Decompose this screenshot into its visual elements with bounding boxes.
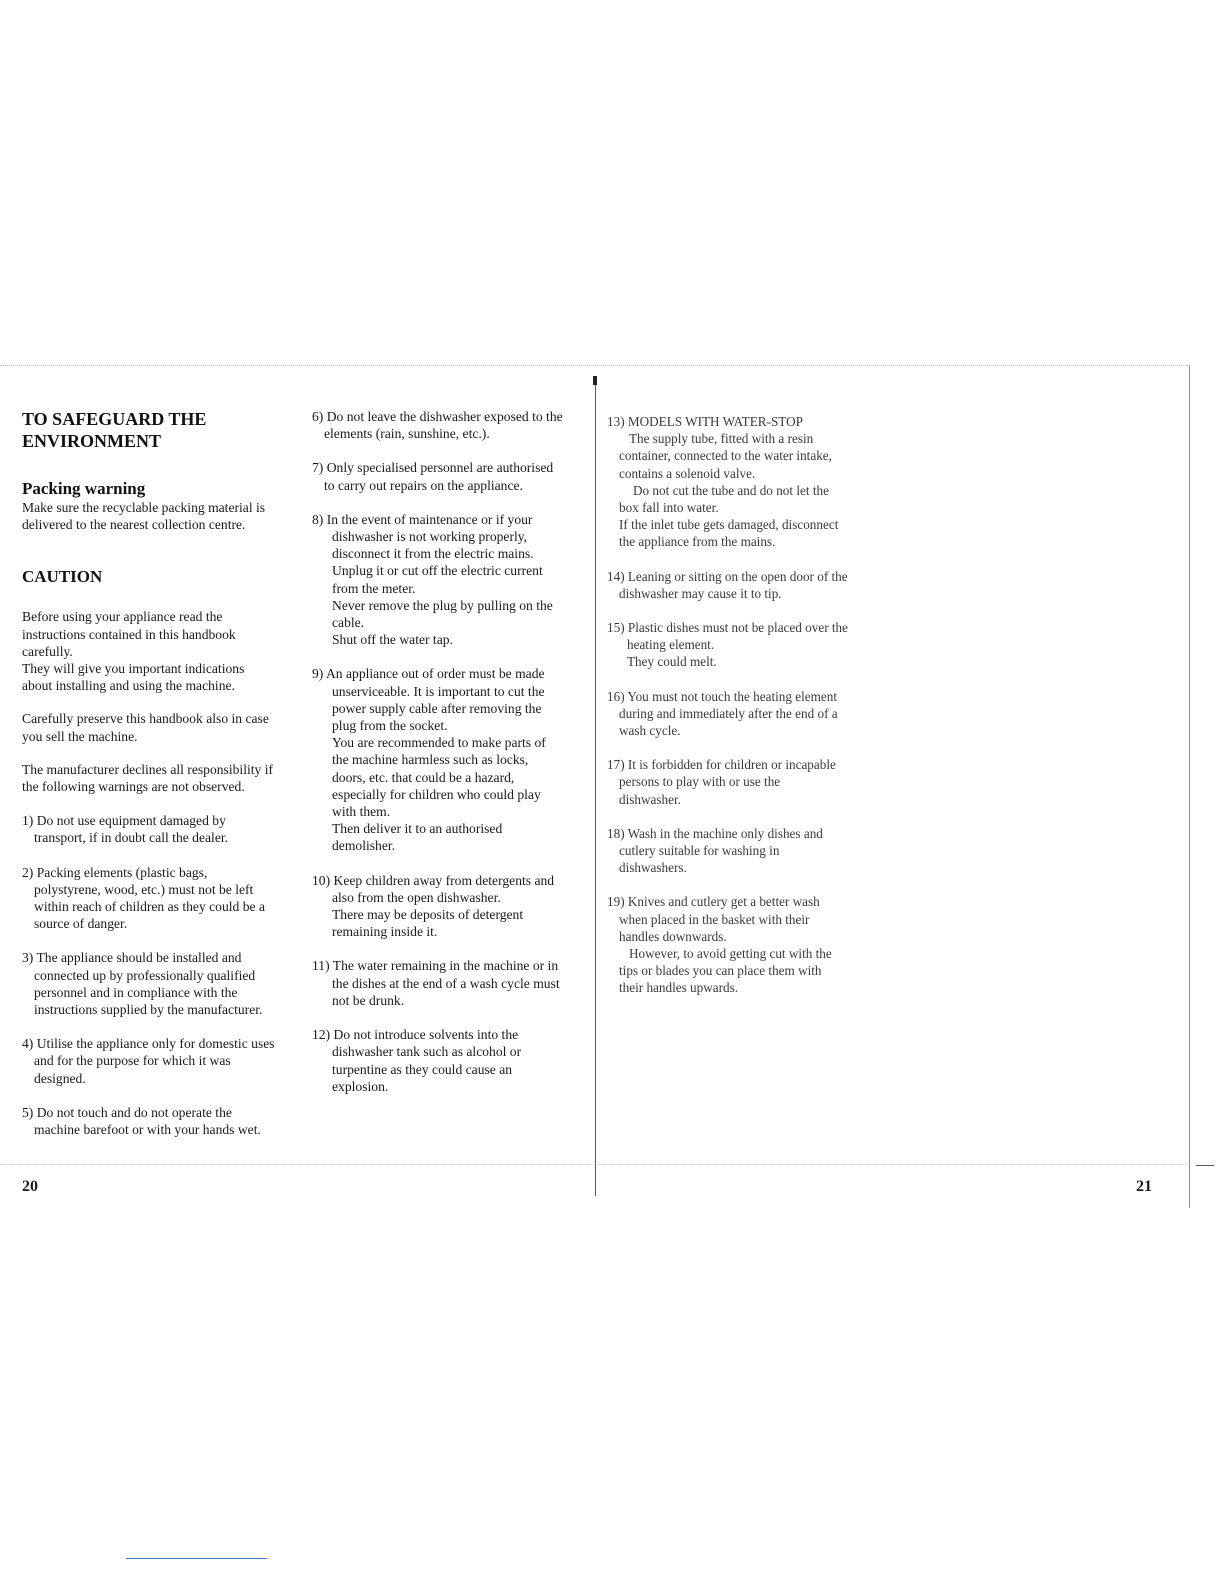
text-line: power supply cable after removing the bbox=[332, 700, 542, 716]
warning-item-16 bbox=[607, 688, 875, 740]
text-line: 4) Utilise the appliance only for domestic uses bbox=[22, 1036, 275, 1052]
text-line: unserviceable. It is important to cut the bbox=[332, 683, 545, 699]
text-line: If the inlet tube gets damaged, disconnect bbox=[619, 517, 839, 533]
text-line: persons to play with or use the bbox=[619, 774, 781, 790]
text-line: dishwasher may cause it to tip. bbox=[619, 585, 782, 601]
top-divider bbox=[0, 365, 1190, 366]
text-line: doors, etc. that could be a hazard, bbox=[332, 769, 515, 785]
text-line: 3) The appliance should be installed and bbox=[22, 950, 242, 966]
text-line: 12) Do not introduce solvents into the bbox=[312, 1027, 519, 1043]
text-line: 18) Wash in the machine only dishes and bbox=[607, 825, 823, 841]
packing-text bbox=[22, 499, 290, 533]
text-line: However, to avoid getting cut with the bbox=[629, 946, 832, 962]
text-line: They will give you important indications bbox=[22, 661, 245, 677]
warning-item-11 bbox=[312, 957, 577, 1009]
text-line: explosion. bbox=[332, 1078, 389, 1094]
warning-item-9 bbox=[312, 665, 577, 854]
text-line: not be drunk. bbox=[332, 992, 405, 1008]
text-line: 11) The water remaining in the machine or in bbox=[312, 958, 559, 974]
text-line: 9) An appliance out of order must be made bbox=[312, 666, 545, 682]
packing-heading: Packing warning bbox=[22, 479, 146, 498]
text-line: contains a solenoid valve. bbox=[619, 465, 756, 481]
footer-link-underline bbox=[126, 1558, 267, 1559]
middle-column bbox=[312, 408, 577, 1095]
text-line: plug from the socket. bbox=[332, 718, 448, 734]
text-line: with them. bbox=[332, 804, 391, 820]
warning-item-2 bbox=[22, 864, 290, 933]
left-column bbox=[22, 408, 290, 1138]
warning-item-17 bbox=[607, 756, 875, 808]
text-line: 5) Do not touch and do not operate the bbox=[22, 1104, 232, 1120]
text-line: source of danger. bbox=[34, 916, 128, 932]
text-line: The manufacturer declines all responsibility if bbox=[22, 761, 274, 777]
text-line: machine barefoot or with your hands wet. bbox=[34, 1122, 261, 1138]
text-line: Shut off the water tap. bbox=[332, 632, 453, 648]
text-line: 13) MODELS WITH WATER-STOP bbox=[607, 414, 803, 429]
section-title bbox=[22, 408, 290, 452]
text-line: connected up by professionally qualified bbox=[34, 967, 256, 983]
text-line: Never remove the plug by pulling on the bbox=[332, 597, 553, 613]
text-line: Make sure the recyclable packing material is bbox=[22, 500, 266, 515]
text-line: cable. bbox=[332, 615, 365, 631]
text-line: elements (rain, sunshine, etc.). bbox=[324, 426, 490, 442]
warning-item-5 bbox=[22, 1104, 290, 1138]
text-line: There may be deposits of detergent bbox=[332, 907, 524, 923]
text-line: box fall into water. bbox=[619, 500, 719, 516]
title-line: ENVIRONMENT bbox=[22, 431, 162, 451]
text-line: 2) Packing elements (plastic bags, bbox=[22, 864, 208, 880]
text-line: 8) In the event of maintenance or if your bbox=[312, 511, 533, 527]
text-line: disconnect it from the electric mains. bbox=[332, 546, 534, 562]
spine-mark bbox=[593, 376, 597, 385]
text-line: 1) Do not use equipment damaged by bbox=[22, 813, 226, 829]
text-line: you sell the machine. bbox=[22, 728, 138, 744]
text-line: transport, if in doubt call the dealer. bbox=[34, 830, 229, 846]
text-line: Carefully preserve this handbook also in case bbox=[22, 711, 269, 727]
warning-item-14 bbox=[607, 568, 875, 602]
text-line: polystyrene, wood, etc.) must not be left bbox=[34, 881, 254, 897]
text-line: during and immediately after the end of a bbox=[619, 705, 838, 721]
text-line: 14) Leaning or sitting on the open door of the bbox=[607, 568, 848, 584]
text-line: and for the purpose for which it was bbox=[34, 1053, 231, 1069]
text-line: within reach of children as they could be a bbox=[34, 899, 266, 915]
text-line: 16) You must not touch the heating element bbox=[607, 688, 838, 704]
caution-para-2 bbox=[22, 710, 290, 744]
text-line: 7) Only specialised personnel are authorised bbox=[312, 460, 554, 476]
warning-item-19 bbox=[607, 893, 875, 996]
text-line: cutlery suitable for washing in bbox=[619, 843, 780, 859]
text-line: Then deliver it to an authorised bbox=[332, 821, 503, 837]
text-line: especially for children who could play bbox=[332, 786, 541, 802]
caution-heading: CAUTION bbox=[22, 567, 103, 587]
text-line: dishwashers. bbox=[619, 860, 687, 876]
text-line: wash cycle. bbox=[619, 723, 681, 739]
text-line: remaining inside it. bbox=[332, 924, 438, 940]
text-line: dishwasher is not working properly, bbox=[332, 529, 528, 545]
text-line: carefully. bbox=[22, 643, 73, 659]
warning-item-1 bbox=[22, 812, 290, 846]
caution-para-3 bbox=[22, 761, 290, 795]
text-line: 15) Plastic dishes must not be placed over the bbox=[607, 620, 848, 636]
text-line: Unplug it or cut off the electric current bbox=[332, 563, 543, 579]
text-line: handles downwards. bbox=[619, 928, 727, 944]
warning-item-3 bbox=[22, 949, 290, 1018]
warning-item-15 bbox=[607, 619, 875, 671]
text-line: You are recommended to make parts of bbox=[332, 735, 546, 751]
text-line: 17) It is forbidden for children or incapable bbox=[607, 757, 836, 773]
right-column bbox=[607, 413, 875, 997]
warning-item-13 bbox=[607, 413, 875, 551]
text-line: personnel and in compliance with the bbox=[34, 984, 238, 1000]
page-number-left: 20 bbox=[22, 1178, 38, 1195]
page-number-right: 21 bbox=[1136, 1178, 1152, 1195]
text-line: turpentine as they could cause an bbox=[332, 1061, 513, 1077]
title-line: TO SAFEGUARD THE bbox=[22, 409, 207, 429]
warning-item-12 bbox=[312, 1026, 577, 1095]
warning-item-18 bbox=[607, 825, 875, 877]
text-line: also from the open dishwasher. bbox=[332, 889, 501, 905]
text-line: They could melt. bbox=[627, 654, 717, 670]
text-line: container, connected to the water intake, bbox=[619, 448, 832, 464]
text-line: the machine harmless such as locks, bbox=[332, 752, 529, 768]
text-line: 10) Keep children away from detergents and bbox=[312, 872, 555, 888]
text-line: their handles upwards. bbox=[619, 980, 739, 996]
text-line: Do not cut the tube and do not let the bbox=[633, 482, 829, 498]
text-line: instructions supplied by the manufacturer. bbox=[34, 1002, 263, 1018]
text-line: delivered to the nearest collection centre. bbox=[22, 517, 246, 533]
text-line: 19) Knives and cutlery get a better wash bbox=[607, 894, 820, 910]
text-line: tips or blades you can place them with bbox=[619, 963, 822, 979]
text-line: dishwasher. bbox=[619, 791, 681, 807]
text-line: about installing and using the machine. bbox=[22, 678, 235, 694]
warning-item-8 bbox=[312, 511, 577, 649]
text-line: the following warnings are not observed. bbox=[22, 779, 245, 795]
warning-item-6 bbox=[312, 408, 577, 442]
text-line: from the meter. bbox=[332, 580, 416, 596]
caution-para-1 bbox=[22, 608, 290, 694]
text-line: instructions contained in this handbook bbox=[22, 626, 236, 642]
warning-item-7 bbox=[312, 459, 577, 493]
warning-item-4 bbox=[22, 1035, 290, 1087]
warning-item-10 bbox=[312, 872, 577, 941]
text-line: the appliance from the mains. bbox=[619, 534, 776, 550]
text-line: demolisher. bbox=[332, 838, 396, 854]
text-line: to carry out repairs on the appliance. bbox=[324, 477, 523, 493]
text-line: Before using your appliance read the bbox=[22, 609, 223, 625]
text-line: designed. bbox=[34, 1070, 86, 1086]
text-line: when placed in the basket with their bbox=[619, 911, 810, 927]
text-line: The supply tube, fitted with a resin bbox=[629, 431, 814, 447]
right-page-edge bbox=[1189, 366, 1190, 1208]
page-spine bbox=[595, 376, 596, 1196]
text-line: heating element. bbox=[627, 637, 715, 653]
corner-tick bbox=[1196, 1165, 1214, 1166]
text-line: the dishes at the end of a wash cycle must bbox=[332, 975, 560, 991]
text-line: dishwasher tank such as alcohol or bbox=[332, 1044, 522, 1060]
text-line: 6) Do not leave the dishwasher exposed to the bbox=[312, 409, 563, 424]
